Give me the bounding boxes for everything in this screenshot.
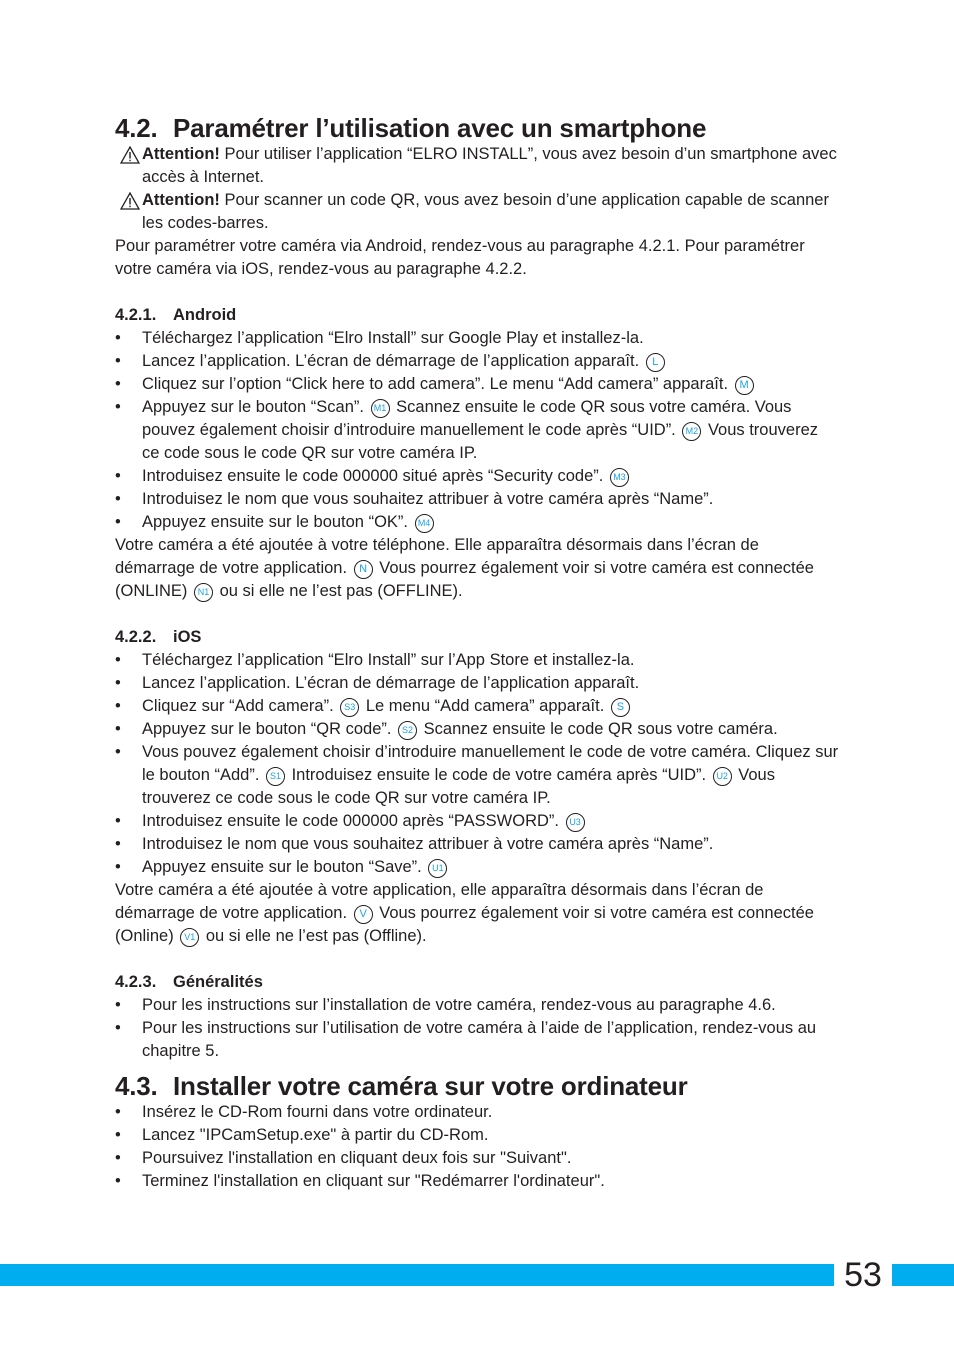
list-item (115, 1147, 840, 1170)
attention-label: Attention! (142, 145, 220, 163)
bullet: • (115, 375, 121, 393)
screen-ref-badge: V (354, 905, 373, 924)
page-number: 53 (834, 1255, 892, 1295)
bullet: • (115, 720, 121, 738)
list-item (115, 741, 840, 810)
item-text: Pour les instructions sur l’installation de votre caméra, rendez-vous au paragraphe 4.6. (142, 996, 776, 1014)
para-text: Vous pourrez également voir si votre caméra est connectée (ONLINE) (115, 559, 814, 600)
list-item (115, 1017, 840, 1063)
android-steps (115, 327, 840, 534)
warning-icon (120, 192, 140, 210)
bullet: • (115, 1126, 121, 1144)
warning-icon (120, 146, 140, 164)
subsection-heading-general (115, 971, 840, 994)
screen-ref-badge: M3 (610, 468, 629, 487)
bullet: • (115, 743, 121, 761)
bullet: • (115, 996, 121, 1014)
list-item (115, 856, 840, 879)
screen-ref-badge: M4 (415, 514, 434, 533)
item-text: Introduisez ensuite le code 000000 situé après “Security code”. (142, 467, 608, 485)
bullet: • (115, 467, 121, 485)
bullet: • (115, 1149, 121, 1167)
item-text: Lancez "IPCamSetup.exe" à partir du CD-Rom. (142, 1126, 489, 1144)
subsection-number: 4.2.2. (115, 628, 157, 646)
screen-ref-badge: S3 (340, 698, 359, 717)
attention-text: Pour scanner un code QR, vous avez besoin d’une application capable de scanner les codes-barres. (142, 191, 829, 232)
list-item (115, 1101, 840, 1124)
attention-text: Pour utiliser l’application “ELRO INSTALL”, vous avez besoin d’un smartphone avec accès à Internet. (142, 145, 837, 186)
para-text: Votre caméra a été ajoutée à votre application, elle apparaîtra désormais dans l’écran de démarrage de votre application. (115, 881, 764, 922)
section-title: Installer votre caméra sur votre ordinateur (173, 1071, 688, 1101)
item-text: Introduisez ensuite le code de votre caméra après “UID”. (287, 766, 711, 784)
item-text: Appuyez sur le bouton “Scan”. (142, 398, 369, 416)
screen-ref-badge: U1 (428, 859, 447, 878)
page-content (115, 110, 840, 1193)
item-text: Cliquez sur “Add camera”. (142, 697, 339, 715)
screen-ref-badge: M (735, 376, 754, 395)
attention-note (115, 189, 840, 235)
bullet: • (115, 674, 121, 692)
screen-ref-badge: S2 (398, 721, 417, 740)
para-text: ou si elle ne l’est pas (Offline). (201, 927, 427, 945)
attention-note (115, 143, 840, 189)
computer-install-steps (115, 1101, 840, 1193)
bullet: • (115, 513, 121, 531)
list-item (115, 1170, 840, 1193)
bullet: • (115, 858, 121, 876)
bullet: • (115, 490, 121, 508)
item-text: Appuyez ensuite sur le bouton “OK”. (142, 513, 413, 531)
section-heading-4-3 (115, 1071, 840, 1101)
item-text: Terminez l'installation en cliquant sur "Redémarrer l'ordinateur". (142, 1172, 605, 1190)
item-text: Scannez ensuite le code QR sous votre caméra. Vous pouvez également choisir d’introduire manuellement le code après “UID”. (142, 398, 792, 439)
item-text: Vous pouvez également choisir d’introduire manuellement le code de votre caméra. Cliquez sur le bouton “Add”. (142, 743, 839, 784)
list-item (115, 350, 840, 373)
subsection-number: 4.2.1. (115, 306, 157, 324)
list-item (115, 465, 840, 488)
screen-ref-badge: U3 (566, 813, 585, 832)
screen-ref-badge: S1 (266, 767, 285, 786)
attention-label: Attention! (142, 191, 220, 209)
subsection-heading-ios (115, 626, 840, 649)
bullet: • (115, 1019, 121, 1037)
item-text: Lancez l’application. L’écran de démarrage de l’application apparaît. (142, 674, 640, 692)
intro-paragraph: Pour paramétrer votre caméra via Android, rendez-vous au paragraphe 4.2.1. Pour paramétrer votre caméra via iOS, rendez-vous au paragraphe 4.2.2. (115, 237, 805, 278)
item-text: Scannez ensuite le code QR sous votre caméra. (419, 720, 778, 738)
item-text: Vous trouverez ce code sous le code QR sur votre caméra IP. (142, 766, 775, 807)
subsection-title: Android (173, 306, 237, 324)
item-text: Insérez le CD-Rom fourni dans votre ordinateur. (142, 1103, 493, 1121)
bullet: • (115, 812, 121, 830)
item-text: Téléchargez l’application “Elro Install” sur Google Play et installez-la. (142, 329, 644, 347)
item-text: Appuyez ensuite sur le bouton “Save”. (142, 858, 427, 876)
list-item (115, 488, 840, 511)
item-text: Introduisez le nom que vous souhaitez attribuer à votre caméra après “Name”. (142, 490, 714, 508)
item-text: Introduisez le nom que vous souhaitez attribuer à votre caméra après “Name”. (142, 835, 714, 853)
para-text: Vous pourrez également voir si votre caméra est connectée (Online) (115, 904, 814, 945)
list-item (115, 1124, 840, 1147)
list-item (115, 833, 840, 856)
screen-ref-badge: M1 (371, 399, 390, 418)
screen-ref-badge: S (611, 698, 630, 717)
list-item (115, 810, 840, 833)
para-text: Votre caméra a été ajoutée à votre téléphone. Elle apparaîtra désormais dans l’écran de démarrage de votre application. (115, 536, 759, 577)
list-item (115, 373, 840, 396)
item-text: Pour les instructions sur l’utilisation de votre caméra à l’aide de l’application, rendez-vous au chapitre 5. (142, 1019, 817, 1060)
bullet: • (115, 835, 121, 853)
list-item (115, 718, 840, 741)
list-item (115, 511, 840, 534)
screen-ref-badge: V1 (180, 928, 199, 947)
bullet: • (115, 329, 121, 347)
list-item (115, 672, 840, 695)
bullet: • (115, 1172, 121, 1190)
screen-ref-badge: N1 (194, 583, 213, 602)
subsection-title: iOS (173, 628, 202, 646)
item-text: Introduisez ensuite le code 000000 après “PASSWORD”. (142, 812, 564, 830)
list-item (115, 994, 840, 1017)
general-notes (115, 994, 840, 1063)
android-result-paragraph (115, 534, 840, 603)
section-number: 4.3. (115, 1071, 158, 1101)
footer-bar (0, 1264, 954, 1286)
item-text: Téléchargez l’application “Elro Install” sur l’App Store et installez-la. (142, 651, 635, 669)
list-item (115, 327, 840, 350)
ios-steps (115, 649, 840, 879)
bullet: • (115, 697, 121, 715)
subsection-title: Généralités (173, 973, 263, 991)
para-text: ou si elle ne l’est pas (OFFLINE). (215, 582, 463, 600)
ios-result-paragraph (115, 879, 840, 948)
section-number: 4.2. (115, 113, 158, 143)
screen-ref-badge: U2 (713, 767, 732, 786)
bullet: • (115, 398, 121, 416)
bullet: • (115, 651, 121, 669)
item-text: Lancez l’application. L’écran de démarrage de l’application apparaît. (142, 352, 644, 370)
section-heading-4-2 (115, 113, 840, 143)
list-item (115, 396, 840, 465)
item-text: Cliquez sur l’option “Click here to add camera”. Le menu “Add camera” apparaît. (142, 375, 733, 393)
list-item (115, 695, 840, 718)
item-text: Le menu “Add camera” apparaît. (361, 697, 609, 715)
screen-ref-badge: M2 (682, 422, 701, 441)
subsection-number: 4.2.3. (115, 973, 157, 991)
section-title: Paramétrer l’utilisation avec un smartphone (173, 113, 707, 143)
item-text: Appuyez sur le bouton “QR code”. (142, 720, 397, 738)
bullet: • (115, 1103, 121, 1121)
subsection-heading-android (115, 304, 840, 327)
bullet: • (115, 352, 121, 370)
screen-ref-badge: L (646, 353, 665, 372)
item-text: Vous trouverez ce code sous le code QR sur votre caméra IP. (142, 421, 819, 462)
screen-ref-badge: N (354, 560, 373, 579)
item-text: Poursuivez l'installation en cliquant deux fois sur "Suivant". (142, 1149, 572, 1167)
list-item (115, 649, 840, 672)
